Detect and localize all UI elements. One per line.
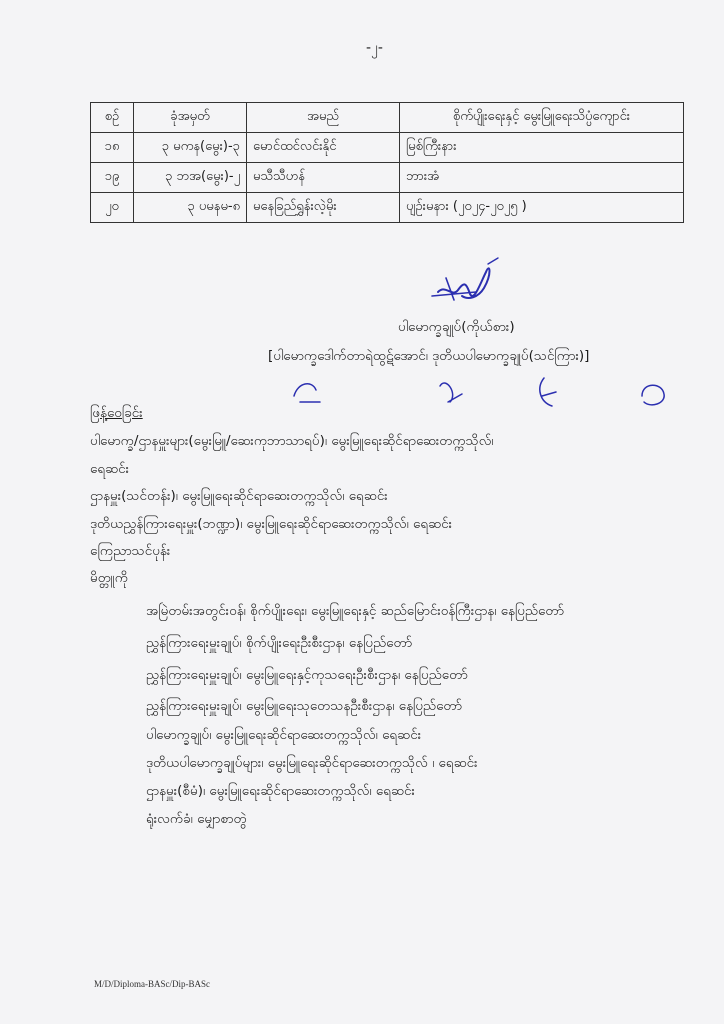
copy-line: ဒုတိယပါမောက္ခချုပ်များ၊ မွေးမြူရေးဆိုင်ရာဆေးတက္ကသိုလ် ၊ ရေဆင်း [146, 755, 478, 771]
cell-name: မောင်ထင်လင်းနိုင် [247, 133, 400, 163]
cell-serial: ၂၀ [91, 193, 134, 223]
cell-school: ဘားအံ [400, 163, 684, 193]
distribution-line: ပါမောက္ခ/ဌာနမှူးများ(မွေးမြူ/ဆေးကုဘာသာရပ်)၊ မွေးမြူရေးဆိုင်ရာဆေးတက္ကသိုလ်၊ [90, 433, 494, 449]
cell-name: မနေခြည်ရွှန်းလဲ့မိုး [247, 193, 400, 223]
copy-line: ရုံးလက်ခံ၊ မျှောစာတွဲ [146, 811, 247, 827]
cell-roll-number: ၃ မကန(မွေး)-၃ [134, 133, 247, 163]
page-number: -၂- [366, 40, 383, 56]
signatory-title: ပါမောက္ခချုပ်(ကိုယ်စား) [398, 319, 515, 335]
footer-reference: M/D/Diploma-BASc/Dip-BASc [94, 979, 210, 989]
cell-roll-number: ၃ ပမနမ-၈ [134, 193, 247, 223]
cell-school: ပျဉ်းမနား (၂၀၂၄-၂၀၂၅ ) [400, 193, 684, 223]
distribution-heading: ဖြန့်ဝေခြင်း [90, 405, 143, 421]
header-school: စိုက်ပျိုးရေးနှင့် မွေးမြူရေးသိပ္ပံကျောင်း [400, 103, 684, 133]
copy-to-heading: မိတ္တူကို [90, 570, 128, 586]
copy-line: ဌာနမှူး(စီမံ)၊ မွေးမြူရေးဆိုင်ရာဆေးတက္ကသိုလ်၊ ရေဆင်း [146, 783, 415, 799]
table-row [91, 163, 684, 193]
cell-serial: ၁၉ [91, 163, 134, 193]
cell-name: မသီသီဟန် [247, 163, 400, 193]
copy-line: ညွှန်ကြားရေးမှူးချုပ်၊ မွေးမြူရေးသုတေသနဦးစီးဌာန၊ နေပြည်တော် [146, 698, 463, 714]
cell-roll-number: ၃ ဘအ(မွေး)-၂ [134, 163, 247, 193]
distribution-line: ကြေညာသင်ပုန်း [90, 543, 171, 559]
student-table [90, 102, 684, 223]
copy-line: အမြဲတမ်းအတွင်းဝန်၊ စိုက်ပျိုးရေး၊ မွေးမြူရေးနှင့် ဆည်မြောင်းဝန်ကြီးဌာန၊ နေပြည်တော် [146, 603, 565, 619]
cell-serial: ၁၈ [91, 133, 134, 163]
distribution-line: ဌာနမှူး(သင်တန်း)၊ မွေးမြူရေးဆိုင်ရာဆေးတက္ကသိုလ်၊ ရေဆင်း [90, 488, 388, 504]
header-serial: စဉ် [91, 103, 134, 133]
copy-line: ညွှန်ကြားရေးမှူးချုပ်၊ မွေးမြူရေးနှင့်ကုသရေးဦးစီးဌာန၊ နေပြည်တော် [146, 667, 468, 683]
table-row [91, 133, 684, 163]
handwritten-initials [290, 372, 690, 412]
signatory-name: [ပါမောက္ခဒေါက်တာရဲထွဋ်အောင်၊ ဒုတိယပါမောက္ခချုပ်(သင်ကြား)] [268, 348, 590, 364]
table-row [91, 193, 684, 223]
header-name: အမည် [247, 103, 400, 133]
copy-line: ညွှန်ကြားရေးမှူးချုပ်၊ စိုက်ပျိုးရေးဦးစီးဌာန၊ နေပြည်တော် [146, 635, 413, 651]
copy-line: ပါမောက္ခချုပ်၊ မွေးမြူရေးဆိုင်ရာဆေးတက္ကသိုလ်၊ ရေဆင်း [146, 727, 422, 743]
header-roll-number: ခုံအမှတ် [134, 103, 247, 133]
handwritten-signature [418, 254, 508, 314]
distribution-line: ဒုတိယညွှန်ကြားရေးမှူး(ဘဏ္ဍာ)၊ မွေးမြူရေးဆိုင်ရာဆေးတက္ကသိုလ်၊ ရေဆင်း [90, 516, 453, 532]
distribution-line: ရေဆင်း [90, 461, 130, 477]
table-header-row [91, 103, 684, 133]
cell-school: မြစ်ကြီးနား [400, 133, 684, 163]
